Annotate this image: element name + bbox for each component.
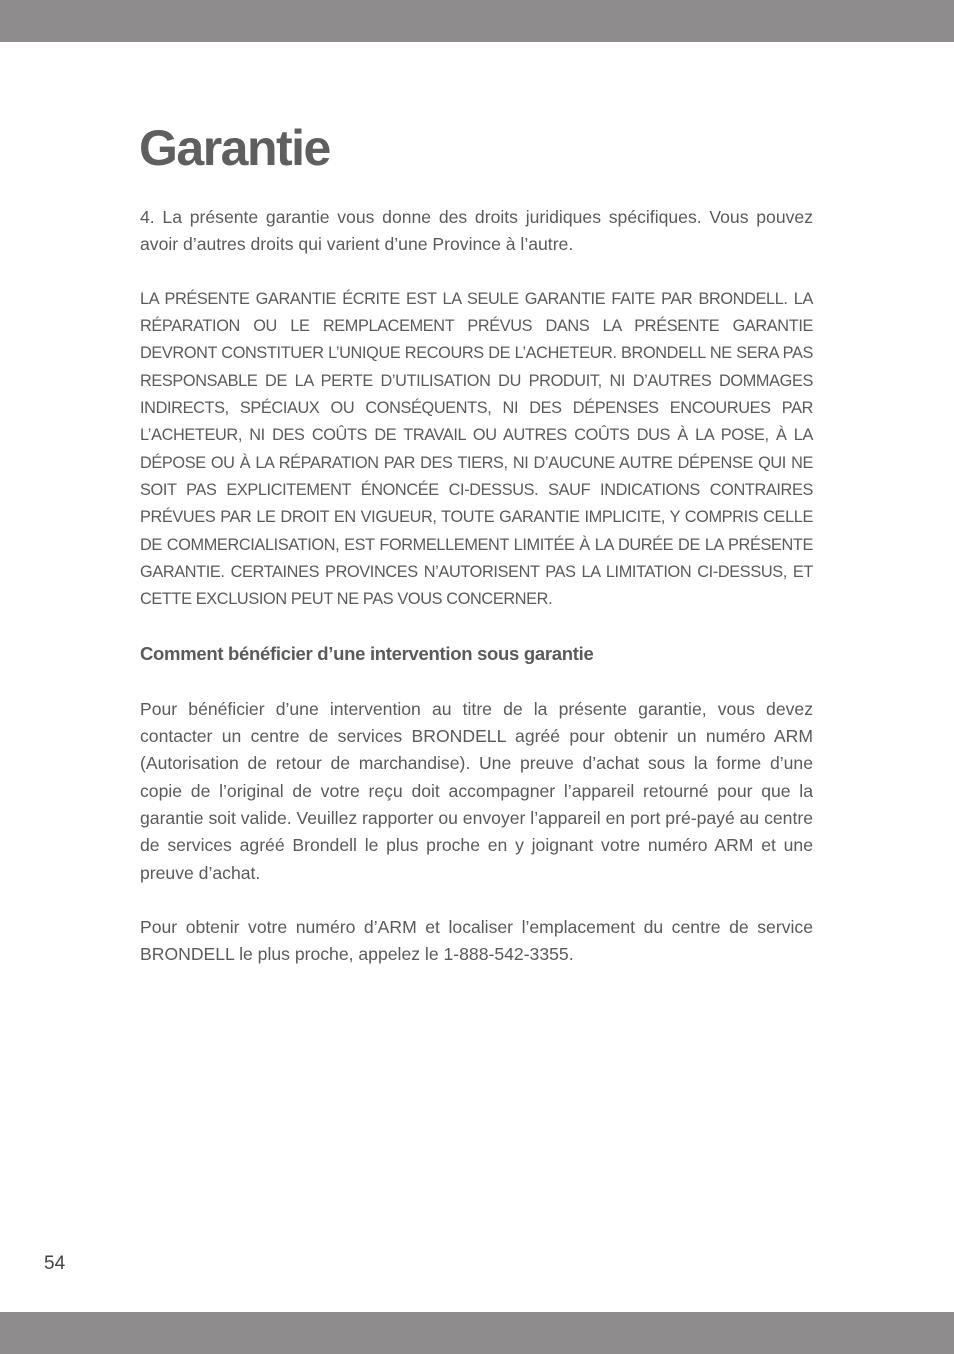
section-heading: Comment bénéficier d’une intervention sous garantie — [140, 643, 594, 665]
contact-paragraph: Pour obtenir votre numéro d’ARM et localiser l’emplacement du centre de service BRONDELL le plus proche, appelez le 1-888-542-3355. — [140, 917, 813, 965]
header-band — [0, 0, 954, 42]
page-content — [140, 204, 813, 969]
footer-band — [0, 1312, 954, 1354]
intro-paragraph: 4. La présente garantie vous donne des droits juridiques spécifiques. Vous pouvez avoir d’autres droits qui varient d’une Province à l’autre. — [140, 207, 813, 255]
disclaimer-paragraph: LA PRÉSENTE GARANTIE ÉCRITE EST LA SEULE GARANTIE FAITE PAR BRONDELL. LA RÉPARATION OU LE REMPLACEMENT PRÉVUS DANS LA PRÉSENTE GARANTIE DEVRONT CONSTITUER L’UNIQUE RECOURS DE L’ACHETEUR. BRONDELL NE SERA PAS RESPONSABLE DE LA PERTE D’UTILISATION DU PRODUIT, NI D’AUTRES DOMMAGES INDIRECTS, SPÉCIAUX OU CONSÉQUENTS, NI DES DÉPENSES ENCOURUES PAR L’ACHETEUR, NI DES COÛTS DE TRAVAIL OU AUTRES COÛTS DUS À LA POSE, À LA DÉPOSE OU À LA RÉPARATION PAR DES TIERS, NI D’AUCUNE AUTRE DÉPENSE QUI NE SOIT PAS EXPLICITEMENT ÉNONCÉE CI-DESSUS. SAUF INDICATIONS CONTRAIRES PRÉVUES PAR LE DROIT EN VIGUEUR, TOUTE GARANTIE IMPLICITE, Y COMPRIS CELLE DE COMMERCIALISATION, EST FORMELLEMENT LIMITÉE À LA DURÉE DE LA PRÉSENTE GARANTIE. CERTAINES PROVINCES N’AUTORISENT PAS LA LIMITATION CI-DESSUS, ET CETTE EXCLUSION PEUT NE PAS VOUS CONCERNER. — [140, 289, 813, 609]
service-paragraph: Pour bénéficier d’une intervention au titre de la présente garantie, vous devez contacter un centre de services BRONDELL agréé pour obtenir un numéro ARM (Autorisation de retour de marchandise). Une preuve d’achat sous la forme d’une copie de l’original de votre reçu doit accompagner l’appareil retourné pour que la garantie soit valide. Veuillez rapporter ou envoyer l’appareil en port pré-payé au centre de services agréé Brondell le plus proche en y joignant votre numéro ARM et une preuve d’achat. — [140, 698, 813, 883]
page-title: Garantie — [139, 120, 330, 176]
page-number: 54 — [44, 1253, 66, 1274]
